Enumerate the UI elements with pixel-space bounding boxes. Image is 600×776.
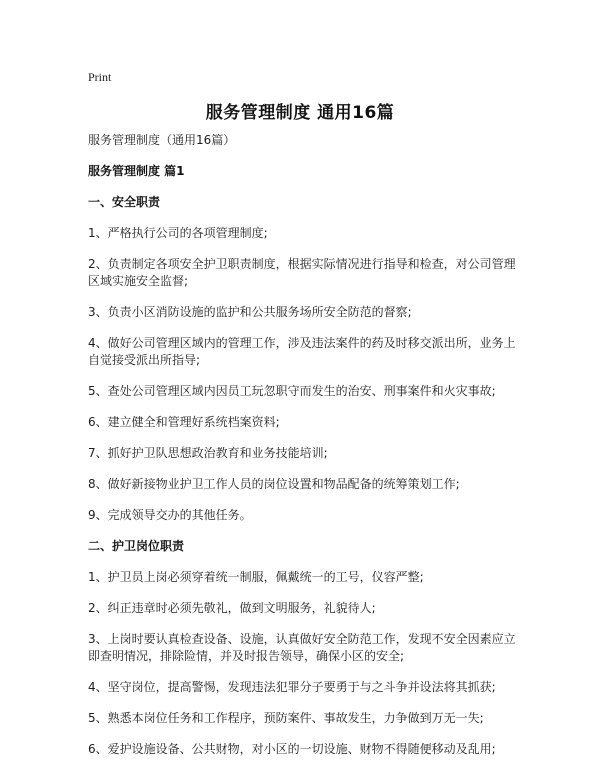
part1-item: 5、查处公司管理区域内因员工玩忽职守而发生的治安、刑事案件和火灾事故; <box>88 384 496 398</box>
part1-item: 4、做好公司管理区域内的管理工作，涉及违法案件的药及时移交派出所，业务上自觉接受派出所指导; <box>88 336 516 367</box>
part2-item: 3、上岗时要认真检查设备、设施，认真做好安全防范工作，发现不安全因素应立即查明情况，排除险情，并及时报告领导，确保小区的安全; <box>88 632 516 663</box>
part1-item: 3、负责小区消防设施的监护和公共服务场所安全防范的督察; <box>88 305 412 319</box>
page-title: 服务管理制度 通用16篇 <box>205 103 395 123</box>
part1-item: 7、抓好护卫队思想政治教育和业务技能培训; <box>88 446 328 460</box>
part2-item: 5、熟悉本岗位任务和工作程序，预防案件、事故发生，力争做到万无一失; <box>88 711 484 725</box>
part2-heading: 二、护卫岗位职责 <box>88 539 185 553</box>
section-heading: 服务管理制度 篇1 <box>88 164 185 178</box>
part1-item: 9、完成领导交办的其他任务。 <box>88 508 252 522</box>
part2-item: 2、纠正违章时必须先敬礼，做到文明服务，礼貌待人; <box>88 601 376 615</box>
print-label: Print <box>88 70 112 84</box>
part2-item: 4、坚守岗位，提高警惕，发现违法犯罪分子要勇于与之斗争并设法将其抓获; <box>88 680 496 694</box>
part2-item: 1、护卫员上岗必须穿着统一制服，佩戴统一的工号，仪容严整; <box>88 570 424 584</box>
part1-item: 2、负责制定各项安全护卫职责制度，根据实际情况进行指导和检查，对公司管理区域实施安全监督; <box>88 257 516 288</box>
document-body <box>88 132 518 772</box>
part1-heading: 一、安全职责 <box>88 195 161 209</box>
part1-item: 8、做好新接物业护卫工作人员的岗位设置和物品配备的统筹策划工作; <box>88 477 460 491</box>
part1-item: 6、建立健全和管理好系统档案资料; <box>88 415 280 429</box>
document-subtitle: 服务管理制度（通用16篇） <box>88 133 236 147</box>
part1-item: 1、严格执行公司的各项管理制度; <box>88 226 268 240</box>
part2-item: 6、爱护设施设备、公共财物，对小区的一切设施、财物不得随便移动及乱用; <box>88 742 496 756</box>
